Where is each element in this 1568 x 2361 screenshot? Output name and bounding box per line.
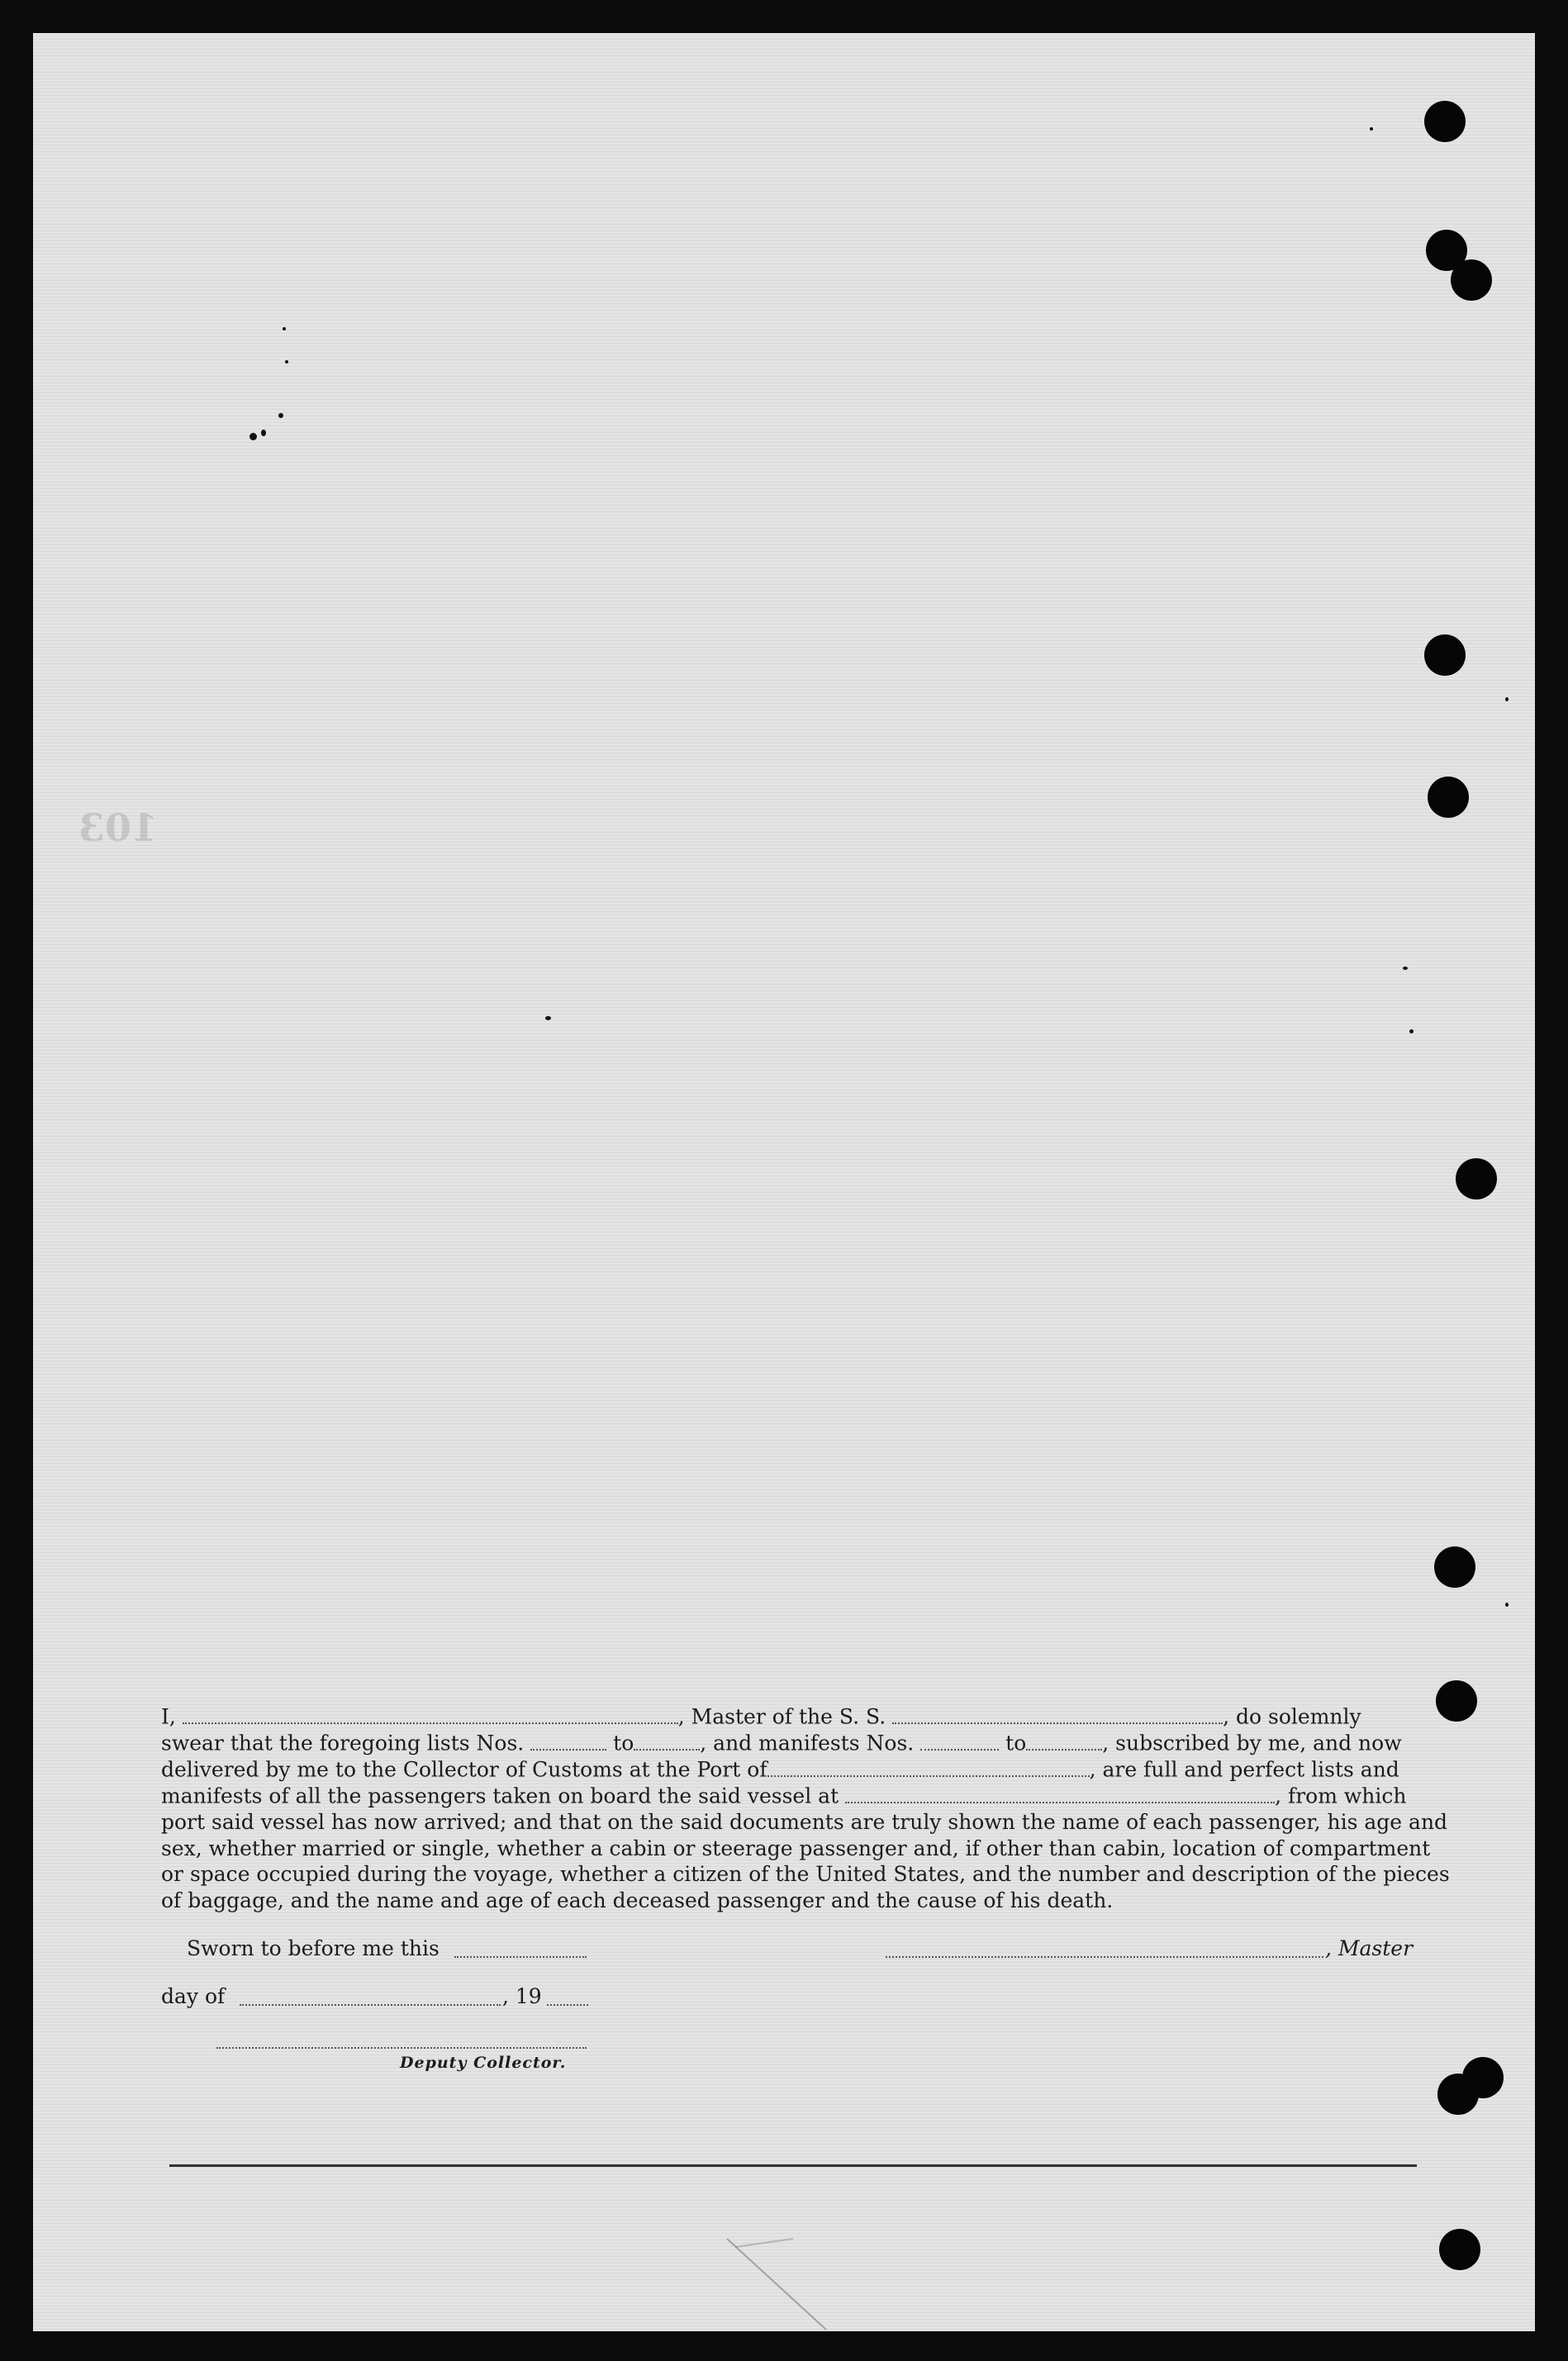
speck (1505, 1603, 1509, 1607)
year-label: , 19 (502, 1984, 542, 2008)
oath-line: or space occupied during the voyage, whether a citizen of the United States, and the number and description of the pieces (161, 1862, 1450, 1886)
punch-hole (1436, 1680, 1477, 1722)
punch-hole (1462, 2057, 1504, 2098)
oath-text: swear that the foregoing lists Nos. (161, 1731, 525, 1755)
manifests-to-field[interactable] (1026, 1730, 1102, 1751)
oath-text: delivered by me to the Collector of Customs at the Port of (161, 1757, 767, 1782)
punch-hole (1456, 1158, 1497, 1200)
speck (1370, 127, 1373, 131)
speck (545, 1016, 551, 1020)
faint-page-number: 103 (78, 805, 159, 850)
punch-hole (1451, 259, 1492, 301)
speck (278, 413, 283, 418)
oath-line: sex, whether married or single, whether a cabin or steerage passenger and, if other than cabin, location of compartment (161, 1836, 1431, 1860)
lists-from-field[interactable] (530, 1730, 606, 1751)
oath-line: port said vessel has now arrived; and that on the said documents are truly shown the name of each passenger, his age and (161, 1810, 1448, 1834)
speck (1409, 1029, 1414, 1033)
oath-text: I, (161, 1704, 176, 1729)
punch-hole (1439, 2229, 1480, 2270)
master-name-field[interactable] (183, 1703, 678, 1724)
deputy-signature-field[interactable] (216, 2047, 587, 2049)
oath-line (161, 1756, 1415, 1783)
oath-paragraph (161, 1703, 1450, 1913)
master-label: , Master (1325, 1936, 1414, 1960)
oath-line (161, 1703, 1415, 1730)
oath-line: of baggage, and the name and age of each deceased passenger and the cause of his death. (161, 1888, 1114, 1912)
oath-text: , are full and perfect lists and (1089, 1757, 1399, 1782)
punch-hole (1434, 1546, 1475, 1588)
year-field[interactable] (547, 2004, 588, 2006)
vessel-port-field[interactable] (845, 1783, 1275, 1803)
punch-hole (1428, 777, 1469, 818)
oath-text: , Master of the S. S. (677, 1704, 886, 1729)
oath-text: , and manifests Nos. (700, 1731, 915, 1755)
ship-name-field[interactable] (892, 1703, 1223, 1724)
faint-scratch-mark (694, 2222, 859, 2338)
oath-line (161, 1783, 1415, 1809)
port-field[interactable] (767, 1756, 1090, 1777)
speck (283, 327, 286, 330)
oath-text: to (613, 1731, 634, 1755)
sworn-date-field[interactable] (454, 1956, 587, 1958)
day-field[interactable] (240, 2004, 501, 2006)
punch-hole (1424, 634, 1466, 676)
lists-to-field[interactable] (634, 1730, 700, 1751)
master-signature-field[interactable] (886, 1956, 1323, 1958)
manifests-from-field[interactable] (920, 1730, 999, 1751)
oath-text: to (1005, 1731, 1027, 1755)
speck (1505, 697, 1509, 701)
sworn-label: Sworn to before me this (187, 1936, 440, 1960)
deputy-collector-label: Deputy Collector. (400, 2054, 567, 2072)
speck (1403, 967, 1408, 970)
speck (285, 360, 288, 363)
oath-text: , do solemnly (1223, 1704, 1361, 1729)
oath-text: , from which (1275, 1784, 1407, 1808)
oath-text: manifests of all the passengers taken on board the said vessel at (161, 1784, 839, 1808)
day-of-label: day of (161, 1984, 226, 2008)
bottom-rule (169, 2164, 1417, 2167)
speck (249, 433, 257, 440)
punch-hole (1424, 101, 1466, 142)
oath-line (161, 1730, 1415, 1756)
manifest-page (33, 33, 1535, 2331)
oath-text: , subscribed by me, and now (1102, 1731, 1402, 1755)
speck (261, 430, 266, 436)
